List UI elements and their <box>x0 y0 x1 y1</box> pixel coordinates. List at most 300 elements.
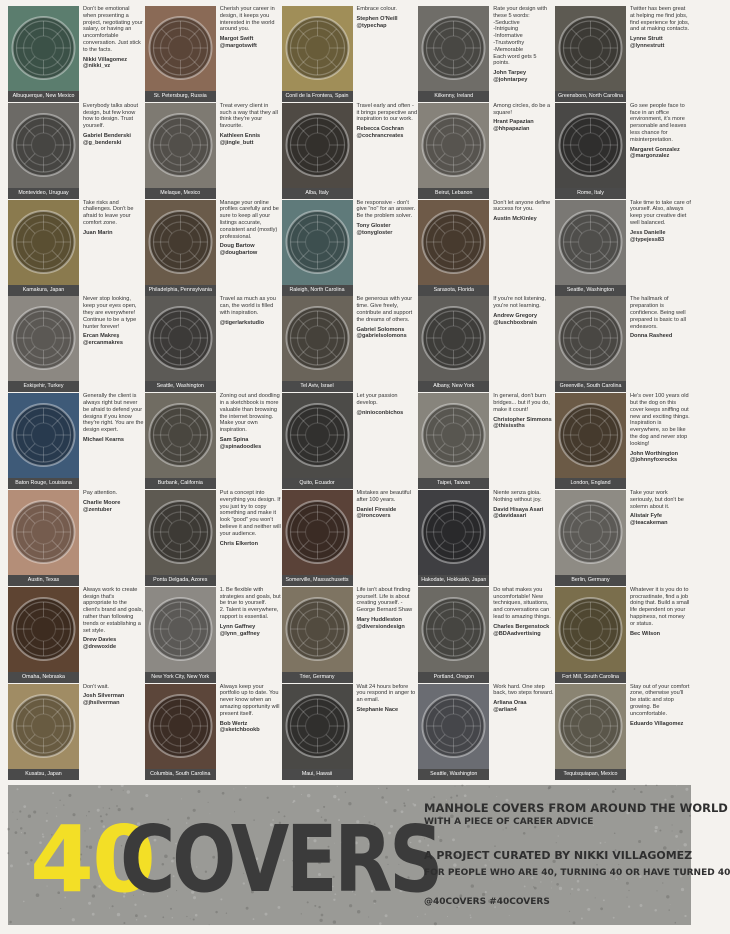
contributor-handle: @lynnestrutt <box>630 42 665 49</box>
manhole-photo <box>555 490 626 586</box>
manhole-cover-icon <box>555 103 626 189</box>
advice-text: Take your work seriously, but don't be solemn about it. <box>630 490 684 510</box>
manhole-photo <box>145 393 216 489</box>
contributor-name: Bob Wertz <box>219 720 248 727</box>
manhole-photo <box>8 296 79 392</box>
advice-text: Niente senza gioia. Nothing without joy. <box>493 490 542 503</box>
location-caption: Omaha, Nebraska <box>8 672 79 683</box>
manhole-cover-icon <box>555 393 626 479</box>
cover-card <box>145 103 281 199</box>
contributor-name: Tony Gloster <box>356 222 391 229</box>
contributor-name: Chris Elkerton <box>219 540 258 547</box>
advice-block <box>493 393 554 430</box>
manhole-photo <box>555 6 626 102</box>
manhole-photo <box>282 587 353 683</box>
advice-text: The hallmark of preparation is confidence. Being well prepared is basic to all endeavors. <box>630 296 686 330</box>
advice-block <box>493 296 554 326</box>
cover-card <box>418 103 554 199</box>
contributor-handle: @drewoxide <box>83 644 117 651</box>
advice-block <box>630 684 691 728</box>
manhole-photo <box>282 684 353 780</box>
contributor-handle: @spinadoodles <box>219 443 262 450</box>
manhole-cover-icon <box>282 103 353 189</box>
cover-card <box>145 490 281 586</box>
contributor-handle: @zentuber <box>83 506 112 513</box>
advice-block <box>630 103 691 160</box>
location-caption: Burbank, California <box>145 478 216 489</box>
manhole-cover-icon <box>418 393 489 479</box>
cover-card <box>555 103 691 199</box>
contributor-name: Nikki Villagomez <box>83 56 128 63</box>
manhole-cover-icon <box>145 296 216 382</box>
advice-text: Don't wait. <box>83 683 109 690</box>
manhole-photo <box>555 296 626 392</box>
advice-block <box>220 200 281 257</box>
manhole-cover-icon <box>8 296 79 382</box>
location-caption: Greensboro, North Carolina <box>555 91 626 102</box>
cover-card <box>145 296 281 392</box>
contributor-handle: @margonzalez <box>630 153 670 160</box>
contributor-name: Arliana Oraa <box>493 700 527 707</box>
contributor-name: Alistair Fyfe <box>630 513 663 520</box>
contributor-name: Jess Danielle <box>630 229 666 236</box>
contributor-name: Rebecca Cochran <box>356 126 404 133</box>
contributor-handle: @g_benderski <box>83 139 122 146</box>
contributor-name: Gabriel Solomons <box>356 326 405 333</box>
cover-card <box>8 296 144 392</box>
contributor-name: Margaret Gonzalez <box>630 146 680 153</box>
title-word: COVERS <box>120 806 441 913</box>
cover-card <box>555 200 691 296</box>
cover-card <box>8 684 144 780</box>
advice-text: Life isn't about finding yourself. Life is about creating yourself. -George Bernard Shaw <box>356 586 413 614</box>
cover-card <box>555 296 691 392</box>
advice-block <box>83 393 144 444</box>
manhole-photo <box>282 490 353 586</box>
manhole-photo <box>8 587 79 683</box>
advice-block <box>630 296 691 340</box>
advice-block <box>493 490 554 520</box>
location-caption: Baton Rouge, Louisiana <box>8 478 79 489</box>
manhole-photo <box>145 6 216 102</box>
advice-block <box>83 490 144 513</box>
manhole-cover-icon <box>282 296 353 382</box>
advice-text: Work hard. One step back, two steps forward. <box>493 683 554 697</box>
contributor-handle: @luschboxbrain <box>493 319 537 326</box>
contributor-handle: @sketchbookb <box>219 727 260 734</box>
location-caption: Maui, Hawaii <box>282 769 353 780</box>
cover-card <box>8 490 144 586</box>
location-caption: New York City, New York <box>145 672 216 683</box>
location-caption: Seattle, Washington <box>145 381 216 392</box>
manhole-cover-icon <box>8 393 79 479</box>
advice-block <box>83 296 144 347</box>
location-caption: Conil de la Frontera, Spain <box>282 91 353 102</box>
manhole-photo <box>8 684 79 780</box>
location-caption: Somerville, Massachusetts <box>282 575 353 586</box>
advice-text: Everybody talks about design, but few know how to design. Trust yourself. <box>83 102 139 130</box>
contributor-name: Gabriel Benderski <box>83 132 131 139</box>
manhole-photo <box>145 103 216 199</box>
location-caption: Austin, Texas <box>8 575 79 586</box>
contributor-handle: @jhsilverman <box>83 700 120 707</box>
advice-text: Generally the client is always right but never be afraid to defend your designs if you know they're right. You are the design expert. <box>83 393 144 434</box>
contributor-name: Charlie Moore <box>83 499 121 506</box>
advice-text: Whatever it is you do to procrastinate, find a job doing that. Build a small life dependent on your happiness, not money or status. <box>630 586 690 627</box>
advice-text: Pay attention. <box>83 490 118 496</box>
manhole-photo <box>282 6 353 102</box>
contributor-name: Andrew Gregory <box>493 312 538 319</box>
manhole-cover-icon <box>145 393 216 479</box>
manhole-cover-icon <box>8 587 79 673</box>
advice-block <box>357 103 418 140</box>
manhole-cover-icon <box>145 490 216 576</box>
advice-block <box>493 103 554 133</box>
advice-text: Embrace colour. <box>356 6 397 12</box>
cover-card <box>282 393 418 489</box>
location-caption: Rome, Italy <box>555 188 626 199</box>
title-number: 40 <box>30 806 155 913</box>
contributor-name: Drew Davies <box>83 637 117 644</box>
manhole-photo <box>8 103 79 199</box>
location-caption: Albany, New York <box>418 381 489 392</box>
contributor-name: Hrant Papazian <box>493 119 534 126</box>
contributor-name: Juan Marin <box>83 229 113 236</box>
location-caption: Tel Aviv, Israel <box>282 381 353 392</box>
cover-card <box>418 6 554 102</box>
contributor-handle: @johnnyfoxrocks <box>630 457 678 464</box>
cover-card <box>8 587 144 683</box>
manhole-cover-icon <box>555 6 626 92</box>
contributor-name: Austin McKinley <box>493 216 537 223</box>
contributor-name: Sam Spina <box>219 436 249 443</box>
audience-line: FOR PEOPLE WHO ARE 40, TURNING 40 OR HAVE TURNED 40 <box>424 868 730 878</box>
cover-card <box>555 490 691 586</box>
advice-text: Go see people face to face in an office environment, it's more personable and leaves less chance for misinterpretation. <box>630 102 687 143</box>
cover-card <box>145 587 281 683</box>
advice-text: In general, don't burn bridges... but if you do, make it count! <box>493 393 550 413</box>
advice-block <box>357 587 418 631</box>
advice-block <box>220 296 281 326</box>
location-caption: Raleigh, North Carolina <box>282 285 353 296</box>
title-banner <box>8 785 730 925</box>
manhole-cover-icon <box>418 587 489 673</box>
advice-block <box>83 684 144 707</box>
manhole-cover-icon <box>555 296 626 382</box>
advice-block <box>357 296 418 340</box>
advice-block <box>357 200 418 237</box>
manhole-photo <box>8 6 79 102</box>
manhole-photo <box>418 6 489 102</box>
manhole-cover-icon <box>145 6 216 92</box>
cover-card <box>418 393 554 489</box>
subtitle-line-2: WITH A PIECE OF CAREER ADVICE <box>424 817 594 827</box>
advice-text: Take time to take care of yourself. Also, always keep your creative diet well balanced. <box>630 199 691 226</box>
manhole-cover-icon <box>555 587 626 673</box>
cover-card <box>418 296 554 392</box>
contributor-handle: @nikki_vz <box>83 63 111 70</box>
cover-card <box>418 684 554 780</box>
advice-text: He's over 100 years old but the dog on this cover keeps sniffing out new and exciting things. Inspiration is everywhere, so be like the dog and never stop looking! <box>630 393 690 447</box>
contributor-name: Margot Swift <box>219 36 254 43</box>
contributor-name: Lynne Strutt <box>630 36 663 43</box>
cover-card <box>282 587 418 683</box>
manhole-cover-icon <box>8 490 79 576</box>
location-caption: Taipei, Taiwan <box>418 478 489 489</box>
location-caption: Kamakura, Japan <box>8 285 79 296</box>
advice-block <box>357 490 418 520</box>
manhole-photo <box>145 490 216 586</box>
advice-block <box>220 393 281 450</box>
contributor-name: Michael Kearns <box>83 436 125 443</box>
advice-text: If you're not listening, you're not learning. <box>493 296 546 310</box>
advice-block <box>220 684 281 735</box>
contributor-name: John Tarpey <box>493 70 527 77</box>
manhole-cover-icon <box>282 6 353 92</box>
location-caption: St. Petersburg, Russia <box>145 91 216 102</box>
cover-card <box>145 200 281 296</box>
contributor-handle: @BDAadvertising <box>493 630 541 637</box>
contributor-name: Doug Bartow <box>219 243 255 250</box>
cover-card <box>555 587 691 683</box>
manhole-cover-icon <box>8 103 79 189</box>
manhole-photo <box>145 296 216 392</box>
advice-text: Take risks and challenges. Don't be afraid to leave your comfort zone. <box>83 199 134 226</box>
advice-text: Treat every client in such a way that they all think they're your favourite. <box>219 102 278 130</box>
location-caption: Philadelphia, Pennsylvania <box>145 285 216 296</box>
manhole-cover-icon <box>418 490 489 576</box>
contributor-name: John Worthington <box>630 450 679 457</box>
contributor-handle: @davidasari <box>493 513 527 520</box>
manhole-photo <box>555 103 626 199</box>
manhole-cover-icon <box>145 684 216 770</box>
advice-text: Always keep your portfolio up to date. You never know when an amazing opportunity will present itself. <box>219 683 280 717</box>
manhole-cover-icon <box>282 490 353 576</box>
location-caption: Fort Mill, South Carolina <box>555 672 626 683</box>
manhole-cover-icon <box>8 6 79 92</box>
contributor-handle: @teacakeman <box>630 520 668 527</box>
location-caption: Albuquerque, New Mexico <box>8 91 79 102</box>
contributor-handle: @cochrancreates <box>356 132 404 139</box>
location-caption: Quito, Ecuador <box>282 478 353 489</box>
manhole-photo <box>282 103 353 199</box>
advice-block <box>630 393 691 464</box>
manhole-photo <box>418 490 489 586</box>
manhole-cover-icon <box>418 6 489 92</box>
manhole-photo <box>8 200 79 296</box>
manhole-photo <box>8 490 79 586</box>
cover-card <box>8 200 144 296</box>
advice-block <box>357 6 418 29</box>
location-caption: Montevideo, Uruguay <box>8 188 79 199</box>
curator-line: A PROJECT CURATED BY NIKKI VILLAGOMEZ <box>424 849 693 862</box>
advice-block <box>83 587 144 651</box>
advice-text: Twitter has been great at helping me find jobs, find experience for jobs, and at making contacts. <box>630 6 690 33</box>
contributor-handle: @ironcovers <box>356 513 391 520</box>
advice-text: Travel as much as you can, the world is filled with inspiration. <box>219 296 276 316</box>
advice-block <box>220 103 281 147</box>
advice-text: Rate your design with these 5 words: -Seductive -Intriguing -Informative -Trustworthy -Memorable Each word gets 5 points. <box>493 6 548 67</box>
manhole-photo <box>555 587 626 683</box>
manhole-cover-icon <box>282 393 353 479</box>
contributor-handle: @arlian4 <box>493 706 517 713</box>
contributor-handle: @margotswift <box>219 42 257 49</box>
manhole-photo <box>418 200 489 296</box>
advice-block <box>493 6 554 84</box>
manhole-cover-icon <box>555 684 626 770</box>
cover-card <box>555 6 691 102</box>
contributor-handle: @johntarpey <box>493 76 528 83</box>
subtitle-line-1: MANHOLE COVERS FROM AROUND THE WORLD <box>424 801 728 815</box>
advice-block <box>220 490 281 547</box>
manhole-photo <box>418 393 489 489</box>
manhole-photo <box>8 393 79 489</box>
advice-text: Let your passion develop. <box>356 393 398 406</box>
manhole-cover-icon <box>418 296 489 382</box>
contributor-name: Mary Huddleston <box>356 616 402 623</box>
location-caption: Trier, Germany <box>282 672 353 683</box>
location-caption: Tequisquiapan, Mexico <box>555 769 626 780</box>
contributor-name: Lynn Gaffney <box>219 623 256 630</box>
location-caption: Sarasota, Florida <box>418 285 489 296</box>
location-caption: Kilkenny, Ireland <box>418 91 489 102</box>
advice-text: Be generous with your time. Give freely, contribute and support the dreams of others. <box>356 296 413 323</box>
cover-card <box>145 684 281 780</box>
contributor-handle: @tigerlarkstudio <box>219 319 265 326</box>
cover-card <box>282 684 418 780</box>
advice-text: 1. Be flexible with strategies and goals, but be true to yourself. 2. Talent is everywhere, rapport is essential. <box>219 586 281 620</box>
contributor-name: David Hisaya Asari <box>493 506 544 513</box>
contributor-name: Daniel Fireside <box>356 506 397 513</box>
manhole-photo <box>145 684 216 780</box>
location-caption: Eskişehir, Turkey <box>8 381 79 392</box>
cover-card <box>282 103 418 199</box>
location-caption: Beirut, Lebanon <box>418 188 489 199</box>
manhole-photo <box>418 684 489 780</box>
contributor-name: Eduardo Villagomez <box>630 720 684 727</box>
manhole-cover-icon <box>555 490 626 576</box>
location-caption: Berlin, Germany <box>555 575 626 586</box>
contributor-handle: @dougbartow <box>219 250 258 257</box>
manhole-photo <box>555 393 626 489</box>
manhole-cover-icon <box>418 200 489 286</box>
cover-card <box>418 490 554 586</box>
manhole-cover-icon <box>145 587 216 673</box>
manhole-photo <box>555 200 626 296</box>
manhole-cover-icon <box>282 587 353 673</box>
contributor-handle: @ninioconbichos <box>356 409 404 416</box>
advice-text: Don't let anyone define success for you. <box>493 199 551 213</box>
advice-block <box>630 587 691 638</box>
manhole-cover-icon <box>8 684 79 770</box>
manhole-photo <box>418 296 489 392</box>
contributor-name: Kathleen Ennis <box>219 132 261 139</box>
advice-text: Wait 24 hours before you respond in anger to an email. <box>356 683 416 704</box>
covers-grid <box>8 6 691 780</box>
manhole-photo <box>418 103 489 199</box>
advice-block <box>493 587 554 638</box>
contributor-handle: @typejess83 <box>630 236 665 243</box>
advice-block <box>493 684 554 714</box>
advice-block <box>220 587 281 638</box>
advice-block <box>83 103 144 147</box>
contributor-name: Ercan Makreş <box>83 333 120 340</box>
advice-block <box>357 393 418 416</box>
cover-card <box>145 393 281 489</box>
contributor-handle: @gabrielsolomons <box>356 333 407 340</box>
manhole-cover-icon <box>145 200 216 286</box>
advice-text: Manage your online profiles carefully and be sure to keep all your listings accurate, consistent and (mostly) professional. <box>219 199 279 240</box>
contributor-name: Stephen O'Neill <box>356 15 398 22</box>
advice-text: Always work to create design that's appropriate to the client's brand and goals, rather than following trends or establishing a set style. <box>83 586 144 634</box>
advice-text: Cherish your career in design, it keeps you interested in the world around you. <box>219 6 275 33</box>
location-caption: Melaque, Mexico <box>145 188 216 199</box>
advice-block <box>630 490 691 527</box>
cover-card <box>8 103 144 199</box>
cover-card <box>8 393 144 489</box>
advice-text: Zoning out and doodling in a sketchbook is more valuable than browsing the internet browsing. Make your own inspiration. <box>219 393 280 434</box>
advice-block <box>630 200 691 244</box>
location-caption: Portland, Oregon <box>418 672 489 683</box>
cover-card <box>282 490 418 586</box>
contributor-name: Stephanie Nace <box>356 706 399 713</box>
manhole-photo <box>418 587 489 683</box>
advice-text: Put a concept into everything you design. If you just try to copy something and make it look "good" you won't believe it and neither will your audience. <box>219 490 281 537</box>
location-caption: Greenville, South Carolina <box>555 381 626 392</box>
manhole-cover-icon <box>555 200 626 286</box>
contributor-name: Josh Silverman <box>83 693 125 700</box>
contributor-handle: @hhpapazian <box>493 126 530 133</box>
manhole-photo <box>282 393 353 489</box>
contributor-handle: @tonygloster <box>356 229 393 236</box>
manhole-cover-icon <box>418 103 489 189</box>
location-caption: Hakodate, Hokkaido, Japan <box>418 575 489 586</box>
cover-card <box>418 200 554 296</box>
location-caption: Alba, Italy <box>282 188 353 199</box>
contributor-name: Donna Rasheed <box>630 333 673 340</box>
advice-block <box>220 6 281 50</box>
manhole-photo <box>555 684 626 780</box>
advice-block <box>493 200 554 223</box>
location-caption: Seattle, Washington <box>555 285 626 296</box>
cover-card <box>555 393 691 489</box>
contributor-handle: @diversiondesign <box>356 623 405 630</box>
manhole-cover-icon <box>145 103 216 189</box>
advice-text: Among circles, do be a square! <box>493 102 551 116</box>
contributor-handle: @typechap <box>356 22 387 29</box>
contributor-handle: @jingle_butt <box>219 139 254 146</box>
advice-block <box>357 684 418 714</box>
contributor-handle: @ercanmakres <box>83 340 123 347</box>
manhole-cover-icon <box>282 684 353 770</box>
location-caption: London, England <box>555 478 626 489</box>
manhole-photo <box>145 200 216 296</box>
cover-card <box>418 587 554 683</box>
location-caption: Columbia, South Carolina <box>145 769 216 780</box>
cover-card <box>282 200 418 296</box>
location-caption: Ponta Delgada, Azores <box>145 575 216 586</box>
contributor-handle: @thisissths <box>493 423 525 430</box>
contributor-name: Bec Wilson <box>630 630 661 637</box>
contributor-name: Charles Bergenstock <box>493 623 550 630</box>
manhole-cover-icon <box>418 684 489 770</box>
manhole-cover-icon <box>282 200 353 286</box>
cover-card <box>145 6 281 102</box>
cover-card <box>282 296 418 392</box>
location-caption: Seattle, Washington <box>418 769 489 780</box>
hashtag-line: @40COVERS #40COVERS <box>424 897 550 907</box>
advice-block <box>83 200 144 237</box>
